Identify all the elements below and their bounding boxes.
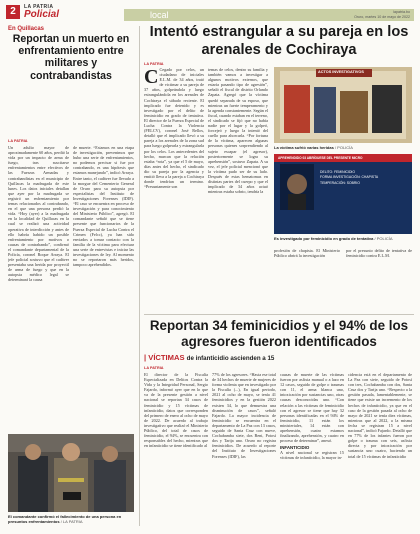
bottom-subhead: INFANTICIDIO: [280, 445, 310, 451]
bottom-kicker-label: VÍCTIMAS: [148, 353, 185, 362]
bottom-column-1: El director de la Fiscalía Especializada en Delitos Contra la Vida y la Integridad Personal, Sergio Fajardo, informó ayer que en lo que va de la presente gestión a nivel nacional se reportan 34 casos de feminicidio y 15 víctimas de infanticidio, datos que corresponden del primero de enero al ocho de mayo de 2022. De acuerdo al trabajo investigativo que realizó el Ministerio Público, del total de casos de feminicidio, el 94%, se encuentra con responsables del hecho, mientras que en infanticidio se tiene identificado al: [144, 372, 208, 449]
photo2-title: APREHENDIDO 03 ABRÍGUESE DEL PRESENTE MICRO: [278, 156, 363, 160]
bottom-kicker: [144, 353, 274, 362]
top-headline: Intentó estrangular a su pareja en los arenales de Cochiraya: [149, 24, 409, 58]
page-number: 2: [6, 5, 20, 19]
bottom-headline: Reportan 34 feminicidios y el 94% de los agresores fueron identificados: [149, 318, 409, 349]
bottom-kicker-rest: de infanticidio ascienden a 15: [186, 355, 275, 362]
photo2-caption: [274, 236, 412, 241]
suspect-photo: [274, 154, 412, 234]
left-headline: Reportan un muerto en enfrentamiento entre militares y contrabandistas: [12, 33, 130, 82]
photo2-line: DELITO: FEMINICIDIO: [320, 170, 355, 174]
column-divider: [139, 26, 140, 526]
left-column-2: de muerte. “Estamos en una etapa de investigación, prevenimos que hubo una serie de enfrentamientos, no podemos precisar si fue por contrabando, es una hipótesis que estamos manejando”, indicó Arraya. Entre tanto, el cadáver fue llevado a la morgue del Cementerio General de Oruro para su autopsia por especialistas del Instituto de Investigaciones Forenses (IDIF). “El caso se encuentra en proceso de investigación y para conocimiento del Ministerio Público”, agregó. El comandante señaló que se tiene presente que funcionarios de la Fuerza Especial de Lucha Contra el Crimen (Felcc), ya han sido enviados a tomar contacto con la familia de la víctima para efectuar una serie de entrevistas e iniciar las investigaciones de ley. Al momento no se reportaron más heridos, tampoco aprehendidos.: [73, 145, 134, 268]
left-caption-credit: / LA PATRIA: [60, 519, 83, 524]
left-column-1: Un adulto mayor de aproximadamente 60 años, perdió la vida por un impacto de arma de fuego, tras suscitarse enfrentamientos entre efectivos de las Fuerzas Armadas y contrabandistas en el municipio de Quillacas la madrugada de este lunes. Los datos iniciales detallan que ayer por la madrugada se registró un enfrentamiento por temas relacionados al contrabando, en el que una persona perdió la vida. “Hoy (ayer) a la madrugada en la localidad de Quillacas en la cual se realizó una actividad operativa de interdicción y antes de ello habría habido un posible enfrentamiento por motivos o causas de contrabando”, confirmó el comandante departamental de la Policía, coronel Roque Arraya. El jefe policial sostuvo que el cadáver presentaba una herida por proyectil de arma de fuego y que en la autopsia médico legal se determinará la causa: [8, 145, 69, 283]
commander-photo: [8, 434, 134, 512]
evidence-photo: [274, 67, 412, 143]
photo2-caption-credit: / POLICÍA: [374, 236, 393, 241]
photo2-caption-text: Es investigado por feminicidio en grado de tentativa: [274, 236, 374, 241]
photo2-line: TEMPERACIÓN: SOBRIO: [320, 180, 360, 185]
story-divider: [144, 314, 414, 315]
brand-top: LA PATRIA: [24, 4, 54, 10]
photo1-caption-credit: / POLICÍA: [334, 145, 353, 150]
photo1-caption-text: La víctima sufrió varias heridas: [274, 145, 334, 150]
top-column-2: temas de celos, dentro su familia y también vamos a investigar a algunos motivos externos, que estaría pasando tipo de agresión”, señaló el fiscal de distrito Orlando Zapata. Agregó que la víctima quedó separada de su esposo, que mientras un fuerte temperamento y la agenda constantemente. Según el fiscal, cuando estaban en el terreno, el sindicado se fijó que no había nadie por el lugar y la golpeó, forcejeó y luego la intentó del cuello para ahorcarla. “Por fortuna de la víctima, aparecen algunas personas quienes sorprendiendo al sujeto escapar (el agresor), posteriormente se logra su aprehensión”, sostuvo Zapata. A su vez, el jefe policial mencionó que la víctima pudo ser de su lado. Después de estas hematomas en distintas partes del cuerpo y que el implicado de 34 años actuó mientras estaba sobrio, tendría la: [208, 67, 268, 195]
publication-date: Oruro, martes 10 de mayo de 2022: [354, 14, 410, 19]
top-column-1: [144, 67, 204, 312]
top-column-1-text: Cegado por celos, un ciudadano de iniciales E.L.M. de 34 años, trató de victimar a su pareja de 37 años, golpeándola y luego estrangulándola en los arenales de Cochiraya el sábado reciente. El implicado fue detenido y es investigado por el delito de feminicidio en grado de tentativa. El director de la Fuerza Especial de Lucha Contra la Violencia (FELCV), coronel José Rellos, detalló que el implicado llevó a su pareja a los arenales de la zona sud para luego golpearla y estrangularla por los celos. Los antecedentes del hecho, marcan que la relación estaba “rota”, ya que el 5 de mayo, días antes del hecho, el sindicado dio su pareja por la agencia y emitió lleva a la pareja a Cochiraya donde tendrían un termino. “Presuntamente son: [144, 67, 204, 190]
photo2-line: FORMA INVESTIGACIÓN: CHAPISTA: [320, 175, 379, 180]
brand-logo: [24, 4, 120, 22]
left-caption: [8, 514, 134, 524]
photo2-lines: [320, 170, 410, 186]
date-line: [330, 10, 410, 19]
bottom-column-3-tail: A nivel nacional se registran 15 víctimas de infanticidio, la mayor in-: [280, 450, 344, 461]
bottom-column-3-text: causas de muerte de las víctimas fueron por asfixia manual o a lazo en 12 casos, seguido de golpe o traumas con 11, el arma blanca uno, intoxicación por sustancias uno, otras causas desconocidas uno. “Con relación a las víctimas de feminicidio con el agresor se tiene que hay 32 personas identificadas en el 94% de feminicidio, 11 están los ministeriales, 14 están con aprehensión, cuatro estamos finalizando, aprehensión, y cuatro en proceso de determinar”, anexó.: [280, 372, 344, 444]
brand-bottom: Policial: [24, 9, 60, 20]
evidence-photo-illustration: [274, 67, 412, 143]
top-column-3: profesión de chapista. El Ministerio Público abrirá la investigación: [274, 248, 340, 259]
bottom-column-2: 77% de los agresores. “Hasta ese total de 34 hechos de muerte de mujeres de forma violenta que en investigado por la Fiscalía (...), En igual periodo, 2021 al ocho de mayo, se tenía 41 feminicidios y en la gestión 2022 existen 34, lo que demuestra una disminución de casos”, señaló Fajardo. La mayor incidencia de feminicidio se encuentra en el departamento de La Paz con 13 casos, seguido de Santa Cruz con nueve, Cochabamba siete, dos Beni, Potosí dos y Tarija uno. Oruro no registra feminicidios. De acuerdo al reporte del Instituto de Investigaciones Forenses (IDIF), las: [212, 372, 276, 459]
left-caption-text: El comandante confirmó el fallecimiento de una persona en presuntos enfrentamientos: [8, 514, 122, 524]
top-byline: LA PATRIA: [144, 62, 164, 66]
top-column-4: por el presunto delito de tentativa de feminicidio contra E.L.M.: [346, 248, 412, 259]
photo1-title: ACTOS INVESTIGATIVOS: [318, 70, 364, 74]
bottom-byline: LA PATRIA: [144, 366, 164, 370]
drop-cap: C: [144, 67, 159, 88]
suspect-photo-illustration: [274, 154, 412, 234]
section-label: local: [150, 10, 169, 20]
bottom-column-4: cidencia está en el departamento de La Paz con siete, seguido de Potosí con tres, Cochabamba con dos, Santa Cruz dos y Tarija uno. “Respecto a la gestión pasada, lamentablemente, se tiene que existe un incremento de los hechos de infanticidio, ya que en el caso de la gestión pasada al ocho de mayo de 2021 se tenía diez víctimas, mientras que al 2022, a la misma fecha se registran 15 a nivel nacional”, indicó Fajardo. Detalló que en 77% de los infantes fueron por golpe o trauma con seis, asfixia directa y por intoxicación por sustancia uno cuatro, haciendo un total de 15 víctimas de infanticidio: [348, 372, 412, 459]
left-byline: LA PATRIA: [8, 139, 28, 143]
paper-name: lapatria.bo: [393, 10, 410, 14]
bottom-column-3: [280, 372, 344, 528]
left-kicker: En Quillacas: [8, 26, 45, 32]
commander-photo-illustration: [8, 434, 134, 512]
photo1-caption: [274, 145, 412, 150]
bottom-kicker-bar: |: [144, 353, 147, 362]
